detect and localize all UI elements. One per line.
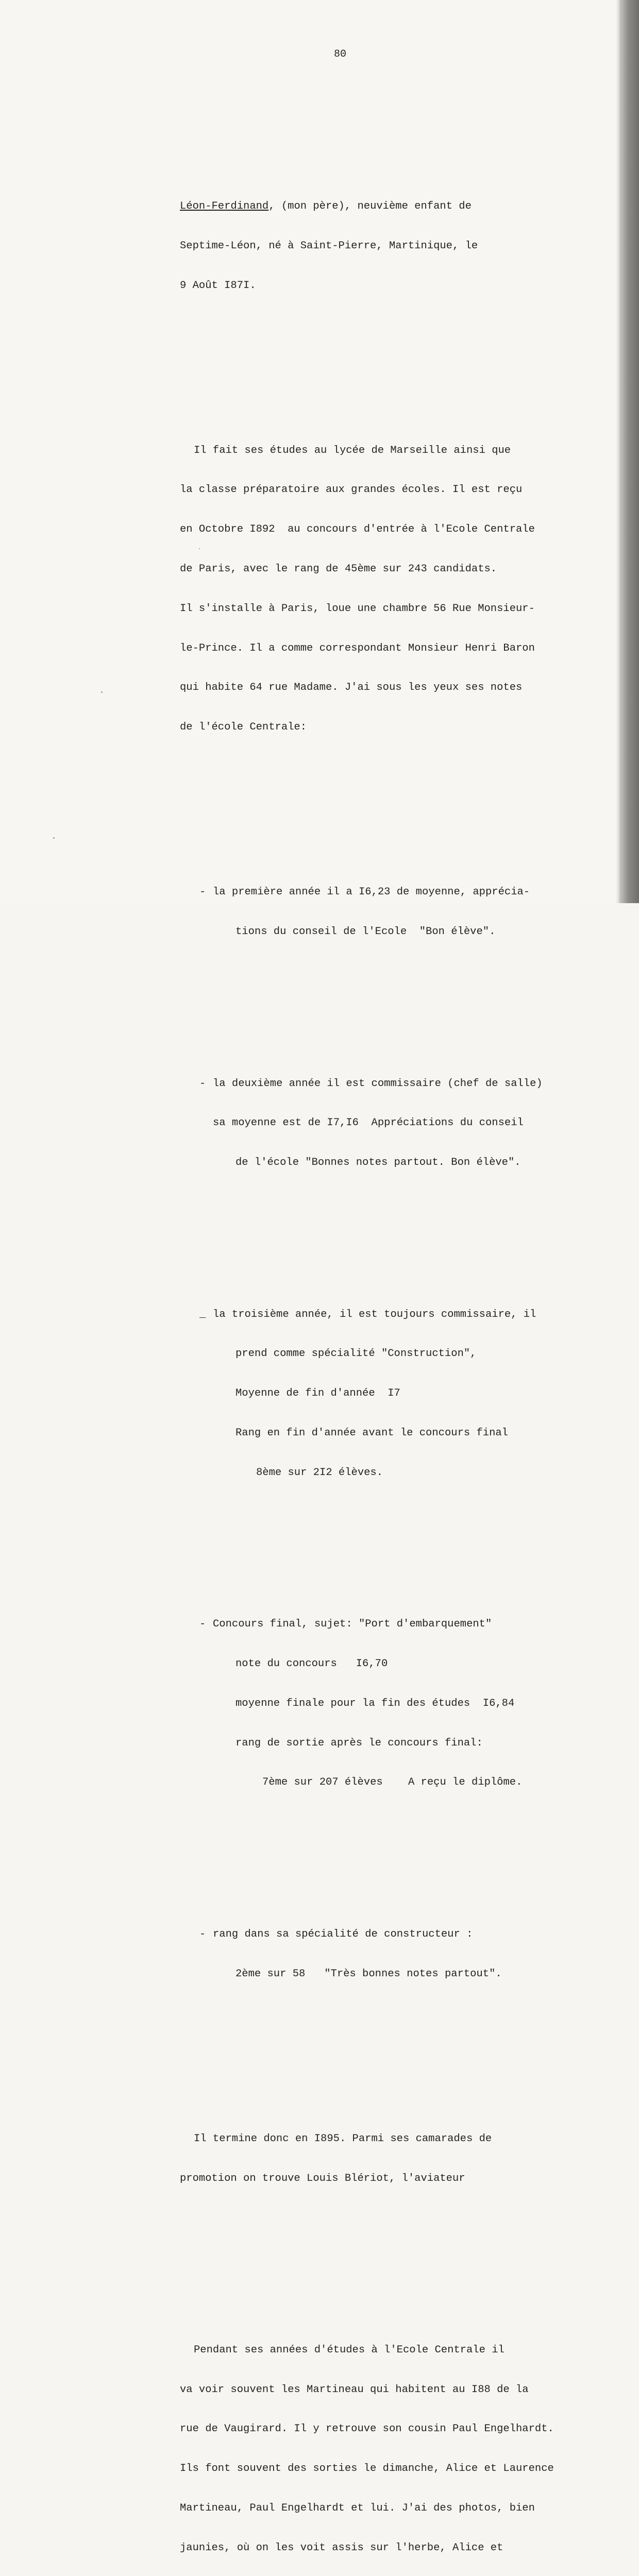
- list-marker: -: [199, 1077, 206, 1090]
- text-line: 7ème sur 207 élèves A reçu le diplôme.: [262, 1776, 523, 1789]
- text-line: prend comme spécialité "Construction",: [236, 1348, 477, 1360]
- text-line: moyenne finale pour la fin des études I6,84: [236, 1697, 515, 1709]
- text-line: - la première année il a I6,23 de moyenne, apprécia-: [199, 886, 530, 899]
- text-line: la classe préparatoire aux grandes écoles. Il est reçu: [180, 484, 523, 496]
- list-marker: _: [199, 1308, 206, 1320]
- text-line: Moyenne de fin d'année I7: [236, 1387, 400, 1400]
- text-line: Rang en fin d'année avant le concours final: [236, 1427, 508, 1439]
- text-line: rang de sortie après le concours final:: [236, 1737, 483, 1749]
- paragraph-graduation: [180, 2106, 587, 2212]
- text-line: Léon-Ferdinand, (mon père), neuvième enfant de: [180, 200, 472, 212]
- text-line: Pendant ses années d'études à l'Ecole Centrale il: [194, 2344, 505, 2356]
- text-line: - la deuxième année il est commissaire (chef de salle): [199, 1077, 543, 1090]
- text-line: Septime-Léon, né à Saint-Pierre, Martinique, le: [180, 240, 478, 252]
- text-line: Il s'installe à Paris, loue une chambre 56 Rue Monsieur-: [180, 602, 535, 615]
- list-marker: -: [199, 886, 206, 899]
- paragraph-martineau: [180, 2317, 587, 2576]
- page-edge-shadow: [619, 0, 639, 903]
- text-line: de l'école "Bonnes notes partout. Bon élève".: [236, 1157, 521, 1169]
- text-line: jaunies, où on les voit assis sur l'herbe, Alice et: [180, 2541, 503, 2554]
- text-line: promotion on trouve Louis Blériot, l'aviateur: [180, 2172, 465, 2184]
- list-item-second-year: [180, 1050, 587, 1196]
- text-line: tions du conseil de l'Ecole "Bon élève".: [236, 926, 496, 938]
- paragraph-intro: [180, 174, 587, 319]
- scan-speck: [53, 837, 55, 839]
- list-marker: -: [199, 1618, 206, 1631]
- text-line: Il termine donc en I895. Parmi ses camarades de: [194, 2132, 492, 2145]
- text-line: en Octobre I892 au concours d'entrée à l'Ecole Centrale: [180, 523, 535, 536]
- document-body: [180, 134, 587, 2576]
- text-line: 9 Août I87I.: [180, 279, 256, 292]
- text-line: Ils font souvent des sorties le dimanche, Alice et Laurence: [180, 2463, 554, 2475]
- text-line: - rang dans sa spécialité de constructeur :: [199, 1928, 473, 1940]
- text-line: Martineau, Paul Engelhardt et lui. J'ai des photos, bien: [180, 2502, 535, 2514]
- text-line: de Paris, avec le rang de 45ème sur 243 candidats.: [180, 563, 497, 575]
- scan-speck: [101, 691, 103, 693]
- list-marker: -: [199, 1928, 206, 1940]
- text-line: de l'école Centrale:: [180, 721, 307, 734]
- list-item-final-exam: [180, 1591, 587, 1816]
- text-line: qui habite 64 rue Madame. J'ai sous les yeux ses notes: [180, 682, 523, 694]
- text-line: _ la troisième année, il est toujours commissaire, il: [199, 1308, 536, 1320]
- list-item-first-year: [180, 859, 587, 965]
- page-number: 80: [334, 48, 347, 60]
- text-line: 2ème sur 58 "Très bonnes notes partout".: [236, 1968, 502, 1980]
- text-line: le-Prince. Il a comme correspondant Monsieur Henri Baron: [180, 642, 535, 654]
- text-line: - Concours final, sujet: "Port d'embarquement": [199, 1618, 492, 1631]
- text-line: sa moyenne est de I7,I6 Appréciations du conseil: [213, 1117, 524, 1129]
- person-name: Léon-Ferdinand: [180, 200, 269, 212]
- text-line: 8ème sur 2I2 élèves.: [256, 1466, 383, 1479]
- paragraph-studies: [180, 417, 587, 760]
- list-item-specialty: [180, 1902, 587, 2007]
- text-line: note du concours I6,70: [236, 1658, 388, 1670]
- text-line: Il fait ses études au lycée de Marseille ainsi que: [194, 444, 511, 456]
- text-line: va voir souvent les Martineau qui habitent au I88 de la: [180, 2383, 529, 2396]
- list-item-third-year: [180, 1281, 587, 1505]
- text-line: rue de Vaugirard. Il y retrouve son cousin Paul Engelhardt.: [180, 2423, 554, 2435]
